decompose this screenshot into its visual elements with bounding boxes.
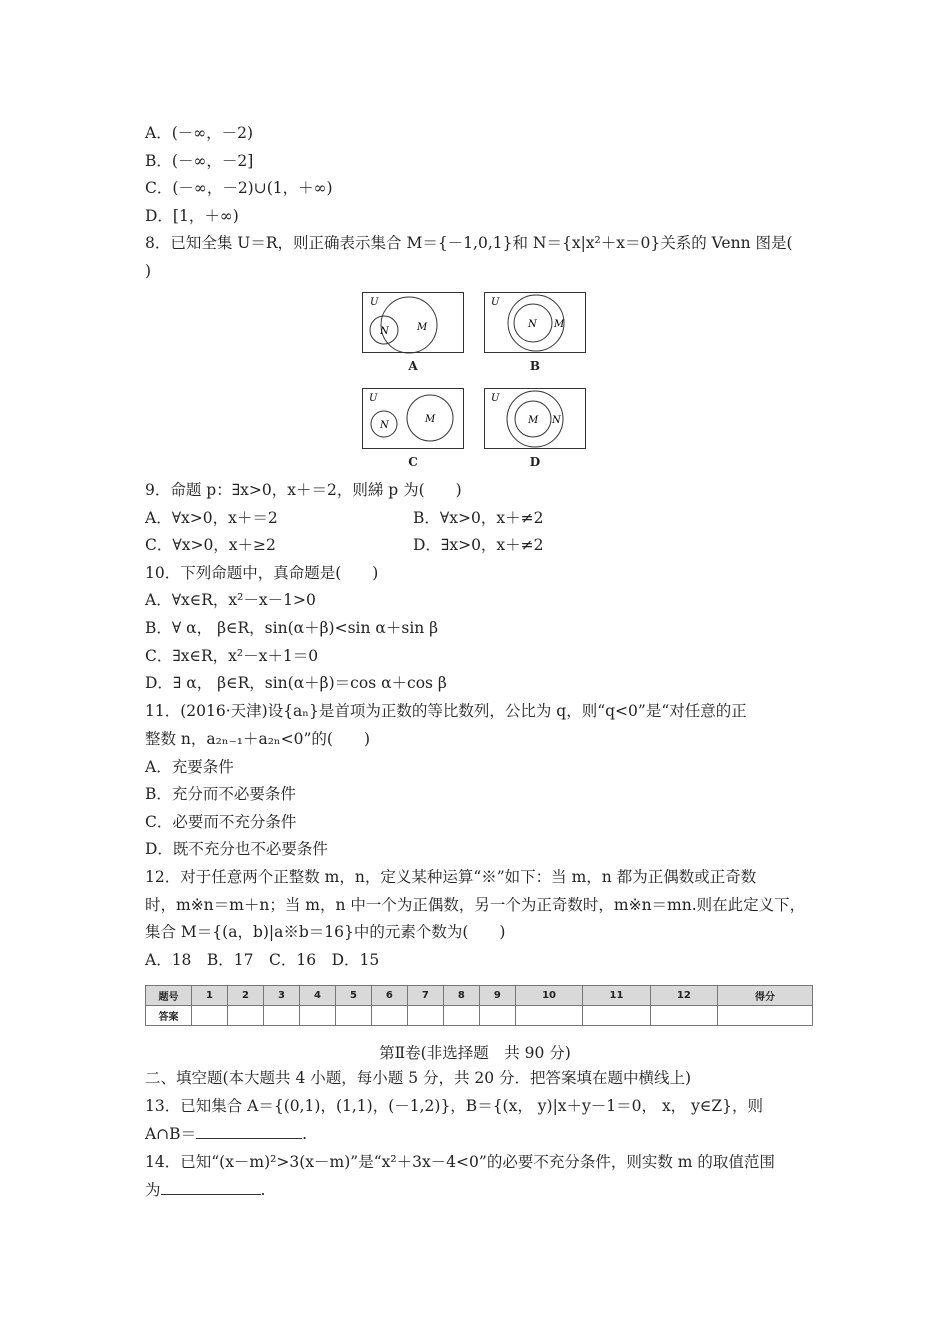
venn-d-u-label: U bbox=[491, 393, 500, 404]
answer-cell[interactable] bbox=[479, 1006, 515, 1026]
venn-b-m-label: M bbox=[554, 319, 565, 330]
q14-prefix: 为 bbox=[145, 1181, 161, 1199]
answer-table-answer-row bbox=[146, 1006, 813, 1026]
q14-stem-line1: 14．已知“(x－m)²>3(x－m)”是“x²＋3x－4<0”的必要不充分条件，则实数 m 的取值范围 bbox=[145, 1153, 775, 1171]
answer-cell[interactable] bbox=[443, 1006, 479, 1026]
q10-option-a: A．∀x∈R，x²－x－1>0 bbox=[145, 591, 316, 609]
venn-c-caption: C bbox=[408, 455, 418, 469]
venn-b-caption: B bbox=[529, 359, 541, 373]
answer-table-row-label: 答案 bbox=[146, 1006, 192, 1026]
answer-table-number: 10 bbox=[515, 986, 582, 1006]
q7-option-c: C．(－∞，－2)∪(1，＋∞) bbox=[145, 179, 333, 197]
answer-table-number: 12 bbox=[650, 986, 717, 1006]
q13-answer-blank[interactable] bbox=[196, 1124, 302, 1139]
q13-stem-line1: 13．已知集合 A＝{(0,1)，(1,1)，(－1,2)}，B＝{(x， y)|x＋y－1＝0， x， y∈Z}，则 bbox=[145, 1097, 763, 1115]
answer-table-number: 6 bbox=[371, 986, 407, 1006]
answer-table-number: 9 bbox=[479, 986, 515, 1006]
q9-option-d: D．∃x>0，x＋≠2 bbox=[413, 536, 544, 554]
answer-table-header-label: 题号 bbox=[146, 986, 192, 1006]
venn-diagram-b bbox=[484, 292, 587, 354]
venn-b-n-label: N bbox=[528, 319, 537, 330]
answer-cell[interactable] bbox=[515, 1006, 582, 1026]
q9-stem: 9．命题 p：∃x>0，x＋＝2，则綈 p 为( ) bbox=[145, 481, 462, 499]
q14-answer-blank[interactable] bbox=[161, 1180, 261, 1195]
q11-option-d: D．既不充分也不必要条件 bbox=[145, 840, 328, 858]
section-2-instructions: 二、填空题(本大题共 4 小题，每小题 5 分，共 20 分．把答案填在题中横线上) bbox=[145, 1069, 692, 1087]
venn-a-u-label: U bbox=[370, 297, 379, 308]
venn-c-u-label: U bbox=[369, 393, 378, 404]
q11-stem-line2: 整数 n，a₂ₙ₋₁＋a₂ₙ<0”的( ) bbox=[145, 730, 370, 748]
q12-options: A．18 B．17 C．16 D．15 bbox=[145, 951, 380, 969]
venn-b-u-label: U bbox=[491, 297, 500, 308]
answer-table-number: 7 bbox=[407, 986, 443, 1006]
venn-a-caption: A bbox=[408, 359, 418, 373]
answer-table-number: 4 bbox=[299, 986, 335, 1006]
q12-stem-line3: 集合 M＝{(a，b)|a※b＝16}中的元素个数为( ) bbox=[145, 923, 506, 941]
score-cell[interactable] bbox=[718, 1006, 813, 1026]
q10-stem: 10．下列命题中，真命题是( ) bbox=[145, 564, 379, 582]
q13-prefix: A∩B＝ bbox=[145, 1125, 197, 1143]
q8-stem-line2: ) bbox=[145, 262, 152, 280]
answer-cell[interactable] bbox=[650, 1006, 717, 1026]
answer-cell[interactable] bbox=[371, 1006, 407, 1026]
answer-table-header-row bbox=[146, 986, 813, 1006]
venn-d-m-label: M bbox=[528, 415, 539, 426]
answer-table-number: 2 bbox=[227, 986, 263, 1006]
q11-option-b: B．充分而不必要条件 bbox=[145, 785, 296, 803]
answer-table-number: 5 bbox=[335, 986, 371, 1006]
q8-stem-line1: 8．已知全集 U＝R，则正确表示集合 M＝{－1,0,1}和 N＝{x|x²＋x＝0}关系的 Venn 图是( bbox=[145, 234, 793, 252]
q14-stem-line2 bbox=[145, 1180, 265, 1200]
venn-diagram-d bbox=[484, 388, 587, 450]
section-2-title: 第Ⅱ卷(非选择题 共 90 分) bbox=[379, 1044, 571, 1062]
venn-a-m-label: M bbox=[417, 322, 428, 333]
q9-option-b: B．∀x>0，x＋≠2 bbox=[413, 509, 544, 527]
q13-suffix: . bbox=[302, 1125, 308, 1143]
answer-table-number: 1 bbox=[192, 986, 228, 1006]
venn-diagram-a bbox=[362, 292, 465, 354]
answer-cell[interactable] bbox=[335, 1006, 371, 1026]
venn-d-n-label: N bbox=[552, 415, 561, 426]
q11-stem-line1: 11．(2016·天津)设{aₙ}是首项为正数的等比数列，公比为 q，则“q<0”是“对任意的正 bbox=[145, 702, 747, 720]
q12-stem-line1: 12．对于任意两个正整数 m，n，定义某种运算“※”如下：当 m，n 都为正偶数或正奇数 bbox=[145, 868, 757, 886]
q10-option-d: D．∃ α， β∈R，sin(α＋β)＝cos α＋cos β bbox=[145, 674, 447, 692]
q12-stem-line2: 时，m※n＝m＋n；当 m，n 中一个为正偶数，另一个为正奇数时，m※n＝mn.则在此定义下， bbox=[145, 896, 806, 914]
answer-cell[interactable] bbox=[227, 1006, 263, 1026]
venn-a-n-label: N bbox=[380, 326, 389, 337]
q14-suffix: . bbox=[260, 1181, 266, 1199]
answer-cell[interactable] bbox=[263, 1006, 299, 1026]
venn-d-caption: D bbox=[529, 455, 541, 469]
answer-cell[interactable] bbox=[192, 1006, 228, 1026]
venn-diagram-c bbox=[362, 388, 465, 450]
q7-option-d: D．[1，＋∞) bbox=[145, 207, 239, 225]
answer-cell[interactable] bbox=[583, 1006, 650, 1026]
q9-option-c: C．∀x>0，x＋≥2 bbox=[145, 536, 276, 554]
q7-option-b: B．(－∞，－2] bbox=[145, 152, 254, 170]
q11-option-c: C．必要而不充分条件 bbox=[145, 813, 297, 831]
venn-c-m-label: M bbox=[425, 414, 436, 425]
venn-c-n-label: N bbox=[380, 420, 389, 431]
q7-option-a: A．(－∞，－2) bbox=[145, 124, 254, 142]
q9-option-a: A．∀x>0，x＋＝2 bbox=[145, 509, 278, 527]
answer-table-number: 8 bbox=[443, 986, 479, 1006]
answer-cell[interactable] bbox=[299, 1006, 335, 1026]
answer-cell[interactable] bbox=[407, 1006, 443, 1026]
answer-table-score-label: 得分 bbox=[718, 986, 813, 1006]
q13-stem-line2 bbox=[145, 1124, 307, 1144]
answer-table bbox=[145, 985, 813, 1026]
q10-option-c: C．∃x∈R，x²－x＋1＝0 bbox=[145, 647, 319, 665]
answer-table-number: 11 bbox=[583, 986, 650, 1006]
answer-table-number: 3 bbox=[263, 986, 299, 1006]
q10-option-b: B．∀ α， β∈R，sin(α＋β)<sin α＋sin β bbox=[145, 619, 439, 637]
q11-option-a: A．充要条件 bbox=[145, 758, 234, 776]
